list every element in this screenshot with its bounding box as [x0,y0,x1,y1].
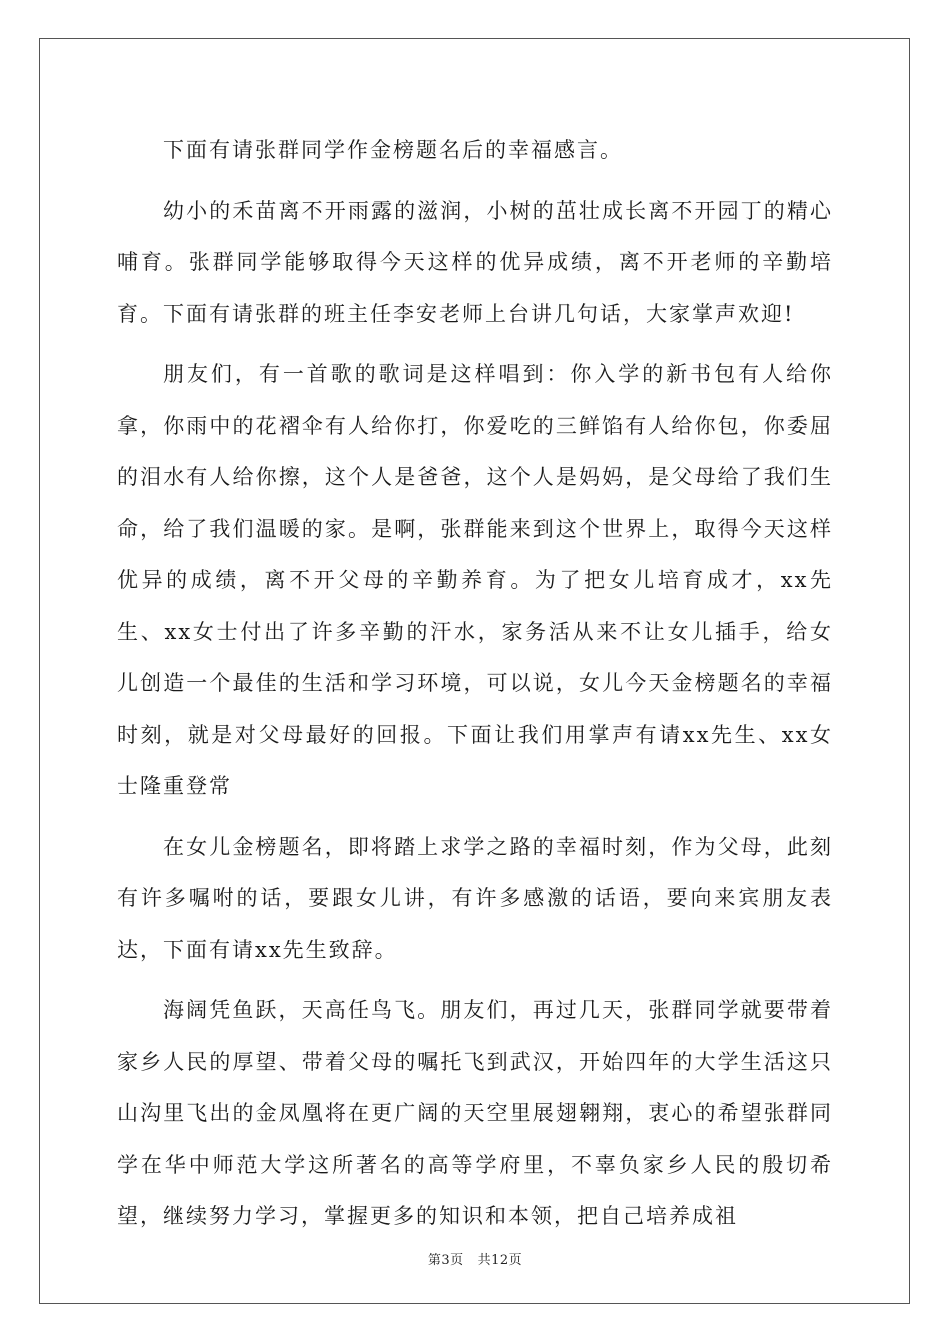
paragraph-5: 海阔凭鱼跃，天高任鸟飞。朋友们，再过几天，张群同学就要带着家乡人民的厚望、带着父母的嘱托飞到武汉，开始四年的大学生活这只山沟里飞出的金凤凰将在更广阔的天空里展翅翱翔，衷心的希望张群同学在华中师范大学这所著名的高等学府里，不辜负家乡人民的殷切希望，继续努力学习，掌握更多的知识和本领，把自己培养成祖 [117,998,833,1228]
page-footer [0,1249,950,1268]
page-number-total: 共12页 [477,1253,523,1268]
document-body [117,125,833,1243]
paragraph-4: 在女儿金榜题名，即将踏上求学之路的幸福时刻，作为父母，此刻有许多嘱咐的话，要跟女儿讲，有许多感激的话语，要向来宾朋友表达，下面有请xx先生致辞。 [117,834,833,962]
paragraph-2: 幼小的禾苗离不开雨露的滋润，小树的茁壮成长离不开园丁的精心哺育。张群同学能够取得今天这样的优异成绩，离不开老师的辛勤培育。下面有请张群的班主任李安老师上台讲几句话，大家掌声欢迎! [117,198,833,326]
paragraph-1: 下面有请张群同学作金榜题名后的幸福感言。 [163,138,623,162]
paragraph-3: 朋友们，有一首歌的歌词是这样唱到：你入学的新书包有人给你拿，你雨中的花褶伞有人给你打，你爱吃的三鲜馅有人给你包，你委屈的泪水有人给你擦，这个人是爸爸，这个人是妈妈，是父母给了我们生命，给了我们温暖的家。是啊，张群能来到这个世界上，取得今天这样优异的成绩，离不开父母的辛勤养育。为了把女儿培育成才，xx先生、xx女士付出了许多辛勤的汗水，家务活从来不让女儿插手，给女儿创造一个最佳的生活和学习环境，可以说，女儿今天金榜题名的幸福时刻，就是对父母最好的回报。下面让我们用掌声有请xx先生、xx女士隆重登常 [117,362,833,798]
page-number-current: 第3页 [427,1253,464,1268]
